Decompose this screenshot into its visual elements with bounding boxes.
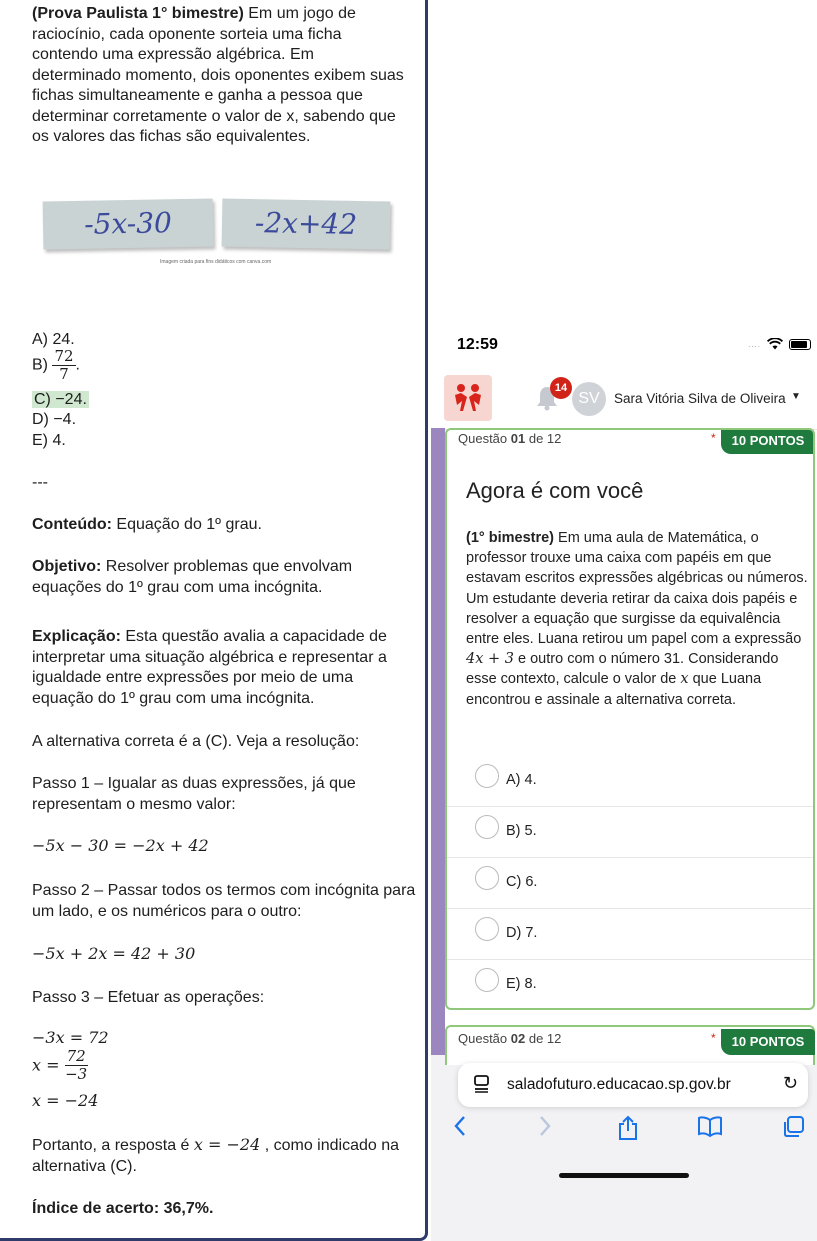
share-icon[interactable]	[617, 1115, 639, 1141]
explicacao: Explicação: Esta questão avalia a capacidade de interpretar uma situação algébrica e representar a igualdade entre expressões por meio de uma equação do 1º grau com uma incógnita.	[32, 628, 387, 707]
status-icons	[748, 338, 811, 350]
radio-button[interactable]	[475, 917, 499, 941]
answer-option-c[interactable]: C) 6.	[447, 858, 813, 909]
url-text: saladofuturo.educacao.sp.gov.br	[507, 1076, 731, 1093]
reload-icon[interactable]: ↻	[782, 1073, 798, 1093]
equation-2: −5x + 2x = 42 + 30	[32, 944, 196, 963]
points-badge: 10 PONTOS	[721, 428, 815, 454]
equation-4: x = $\frac{72}{-3}$	[32, 1047, 88, 1083]
required-star: *	[711, 431, 716, 445]
question-number: Questão 01 de 12	[458, 431, 562, 446]
card-right: -2x+42	[222, 199, 391, 250]
browser-toolbar	[431, 1115, 817, 1151]
forward-icon[interactable]	[538, 1115, 552, 1137]
separator: ---	[32, 474, 48, 491]
conteudo: Conteúdo: Equação do 1º grau.	[32, 516, 262, 533]
passo-2: Passo 2 – Passar todos os termos com incógnita para um lado, e os numéricos para o outro:	[32, 882, 416, 920]
objetivo: Objetivo: Resolver problemas que envolvam equações do 1º grau com uma incógnita.	[32, 558, 353, 596]
tabs-icon[interactable]	[782, 1115, 806, 1139]
side-strip	[431, 428, 445, 1078]
home-indicator	[559, 1173, 689, 1178]
status-time: 12:59	[457, 336, 498, 353]
card-left: -5x-30	[43, 199, 214, 250]
wifi-icon	[767, 338, 783, 350]
alternativa-correta: A alternativa correta é a (C). Veja a resolução:	[32, 733, 360, 750]
image-credit: Imagem criada para fins didáticos com canva.com	[160, 259, 272, 265]
avatar[interactable]: SV	[572, 382, 606, 416]
radio-button[interactable]	[475, 815, 499, 839]
answer-option-a[interactable]: A) 4.	[447, 756, 813, 807]
radio-button[interactable]	[475, 866, 499, 890]
status-bar	[431, 330, 817, 360]
equation-5: x = −24	[32, 1091, 99, 1110]
radio-button[interactable]	[475, 968, 499, 992]
answer-option-b[interactable]: B) 5.	[447, 807, 813, 858]
question-body: (1° bimestre) Em uma aula de Matemática, o professor trouxe uma caixa com papéis em que estavam escritos expressões algébricas ou números. Um estudante deveria retirar da caixa dois papéis e resolver a equação que surgisse da equivalência entre eles. Luana retirou um papel com a expressão 4x + 3 e outro com o número 31. Considerando esse contexto, calcule o valor de x que Luana encontrou e assinale a alternativa correta.	[466, 530, 808, 708]
indice-acerto: Índice de acerto: 36,7%.	[32, 1200, 214, 1217]
app-header	[431, 370, 817, 430]
answer-option-d[interactable]: D) 7.	[447, 909, 813, 960]
bookmarks-icon[interactable]	[697, 1115, 723, 1137]
expression-cards-image	[40, 200, 395, 250]
user-name[interactable]: Sara Vitória Silva de Oliveira	[614, 391, 786, 406]
logo-figures-icon	[451, 383, 485, 413]
points-badge-2: 10 PONTOS	[721, 1029, 815, 1055]
answer-option-e[interactable]: E) 8.	[447, 960, 813, 1010]
option-c: C) −24.	[34, 391, 87, 408]
option-b: B) $\frac{72}{7}$ .	[32, 347, 80, 383]
page-settings-icon[interactable]	[473, 1075, 490, 1093]
question-card-1	[445, 428, 815, 1010]
equation-3: −3x = 72	[32, 1028, 109, 1047]
option-d: D) −4.	[32, 411, 77, 428]
passo-3: Passo 3 – Efetuar as operações:	[32, 989, 265, 1006]
chevron-down-icon[interactable]: ▼	[791, 391, 801, 402]
equation-4-fraction: $\frac{72}{-3}$	[65, 1047, 88, 1083]
question-text: (Prova Paulista 1° bimestre) Em um jogo de raciocínio, cada oponente sorteia uma ficha contendo uma expressão algébrica. Em determinado momento, dois oponentes exibem suas fichas simultaneamente e ganha a pessoa que determinar corretamente o valor de x, sabendo que os valores das fichas são equivalentes.	[32, 5, 404, 145]
required-star-2: *	[711, 1031, 716, 1045]
radio-button[interactable]	[475, 764, 499, 788]
address-bar[interactable]	[458, 1063, 808, 1107]
signal-dots-icon: ....	[748, 339, 761, 349]
notification-count-badge: 14	[550, 377, 572, 399]
portanto: Portanto, a resposta é x = −24 , como indicado na alternativa (C).	[32, 1135, 399, 1175]
passo-1: Passo 1 – Igualar as duas expressões, já que representam o mesmo valor:	[32, 775, 356, 813]
question-card-2	[445, 1025, 815, 1065]
app-logo[interactable]	[444, 375, 492, 421]
back-icon[interactable]	[453, 1115, 467, 1137]
option-b-fraction: $\frac{72}{7}$	[54, 347, 74, 383]
battery-icon	[789, 339, 811, 350]
question-number-2: Questão 02 de 12	[458, 1031, 562, 1046]
question-title: Agora é com você	[466, 478, 644, 503]
option-a: A) 24.	[32, 331, 75, 348]
option-e: E) 4.	[32, 432, 66, 449]
right-phone-screenshot	[431, 0, 817, 1241]
equation-1: −5x − 30 = −2x + 42	[32, 836, 209, 855]
